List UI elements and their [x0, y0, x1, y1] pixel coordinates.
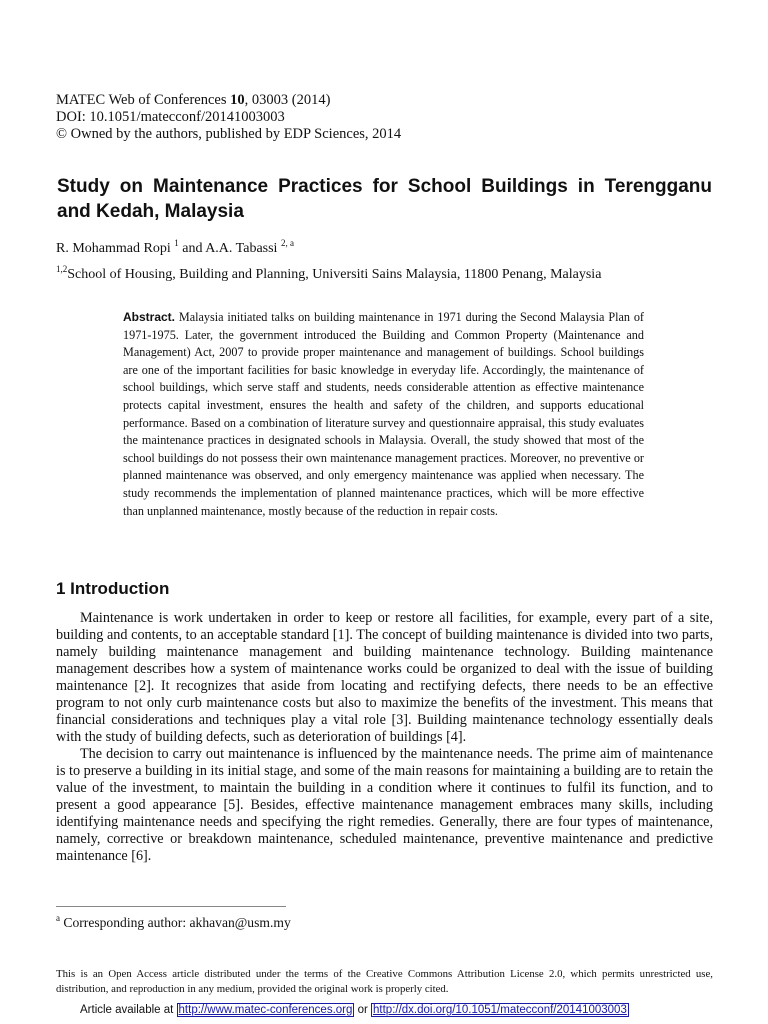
- journal-volume: 10: [230, 92, 245, 108]
- paragraph: The decision to carry out maintenance is influenced by the maintenance needs. The prime aim of maintenance is to preserve a building in its initial stage, and some of the main reasons for maintaining a building are to retain the value of the investment, to maintain the building in a condition where it continues to fulfil its function, and to present a good appearance [5]. Besides, effective maintenance management embraces many skills, including identifying maintenance needs and specifying the right remedies. Generally, there are four types of maintenance, namely, corrective or breakdown maintenance, scheduled maintenance, preventive maintenance and predictive maintenance [6].: [56, 746, 713, 864]
- section-body: [56, 610, 713, 865]
- affiliation: $^{1,2}$School of Housing, Building and Planning, Universiti Sains Malaysia, 11800 Penang, Malaysia: [56, 264, 602, 282]
- doi-link[interactable]: http://dx.doi.org/10.1051/matecconf/20141003003: [373, 1004, 627, 1016]
- footnote-marker: a: [56, 913, 60, 923]
- author-name: A.A. Tabassi: [205, 241, 278, 256]
- doi-line: DOI: 10.1051/matecconf/20141003003: [56, 109, 285, 125]
- footnote: $^a$ Corresponding author: akhavan@usm.my: [56, 913, 291, 930]
- footnote-divider: [56, 906, 286, 907]
- copyright-line: © Owned by the authors, published by EDP Sciences, 2014: [56, 126, 402, 142]
- author-list: R. Mohammad Ropi $^1$ and A.A. Tabassi $^{2, a}$: [56, 238, 294, 256]
- matec-link[interactable]: http://www.matec-conferences.org: [178, 1004, 353, 1016]
- abstract: [123, 309, 644, 520]
- journal-citation: MATEC Web of Conferences 10, 03003 (2014): [56, 92, 331, 108]
- copyright-icon: ©: [56, 126, 68, 142]
- paper-title: Study on Maintenance Practices for School Buildings in Terengganu and Kedah, Malaysia: [57, 176, 712, 222]
- license-notice: This is an Open Access article distributed under the terms of the Creative Commons Attribution License 2.0, which permits unrestricted use, distribution, and reproduction in any medium, provided the original work is properly cited.: [56, 968, 713, 995]
- paragraph: Maintenance is work undertaken in order to keep or restore all facilities, for example, every part of a site, building and contents, to an acceptable standard [1]. The concept of building maintenance is divided into two parts, namely building maintenance management and building maintenance technology. Building maintenance management describes how a system of maintenance works could be organized to deal with the issue of building maintenance [2]. It recognizes that aside from locating and rectifying defects, there needs to be an effective program to not only curb maintenance costs but also to maximize the benefits of the investment. This means that financial considerations and techniques play a vital role [3]. Building maintenance technology essentially deals with the study of building defects, such as deterioration of buildings [4].: [56, 610, 713, 745]
- author-superscript: 1: [174, 238, 179, 248]
- section-heading: 1 Introduction: [56, 579, 170, 598]
- author-superscript: 2, a: [280, 238, 294, 248]
- abstract-text: Malaysia initiated talks on building maintenance in 1971 during the Second Malaysia Plan of 1971-1975. Later, the government introduced the Building and Common Property (Maintenance and Management) Act, 2007 to provide proper maintenance and management of buildings. School buildings are one of the important facilities for basic knowledge in everyday life. Accordingly, the maintenance of school buildings, which serve staff and students, needs considerable attention as effective maintenance protects capital investment, ensures the health and safety of the children, and supports educational performance. Based on a combination of literature survey and questionnaire appraisal, this study evaluates the maintenance practices in designated schools in Malaysia. Overall, the study showed that most of the school buildings do not possess their own maintenance management practices. Moreover, no preventive or planned maintenance was observed, and only emergency maintenance was applied when necessary. The study recommends the implementation of planned maintenance practices, which will be more effective than unplanned maintenance, mostly because of the reduction in repair costs.: [123, 310, 644, 518]
- author-name: R. Mohammad Ropi: [56, 241, 171, 256]
- availability-line: Article available at http://www.matec-conferences.org or http://dx.doi.org/10.1051/matecconf/20141003003: [80, 1004, 627, 1016]
- affiliation-superscript: 1,2: [56, 264, 68, 274]
- abstract-label: Abstract.: [123, 310, 176, 324]
